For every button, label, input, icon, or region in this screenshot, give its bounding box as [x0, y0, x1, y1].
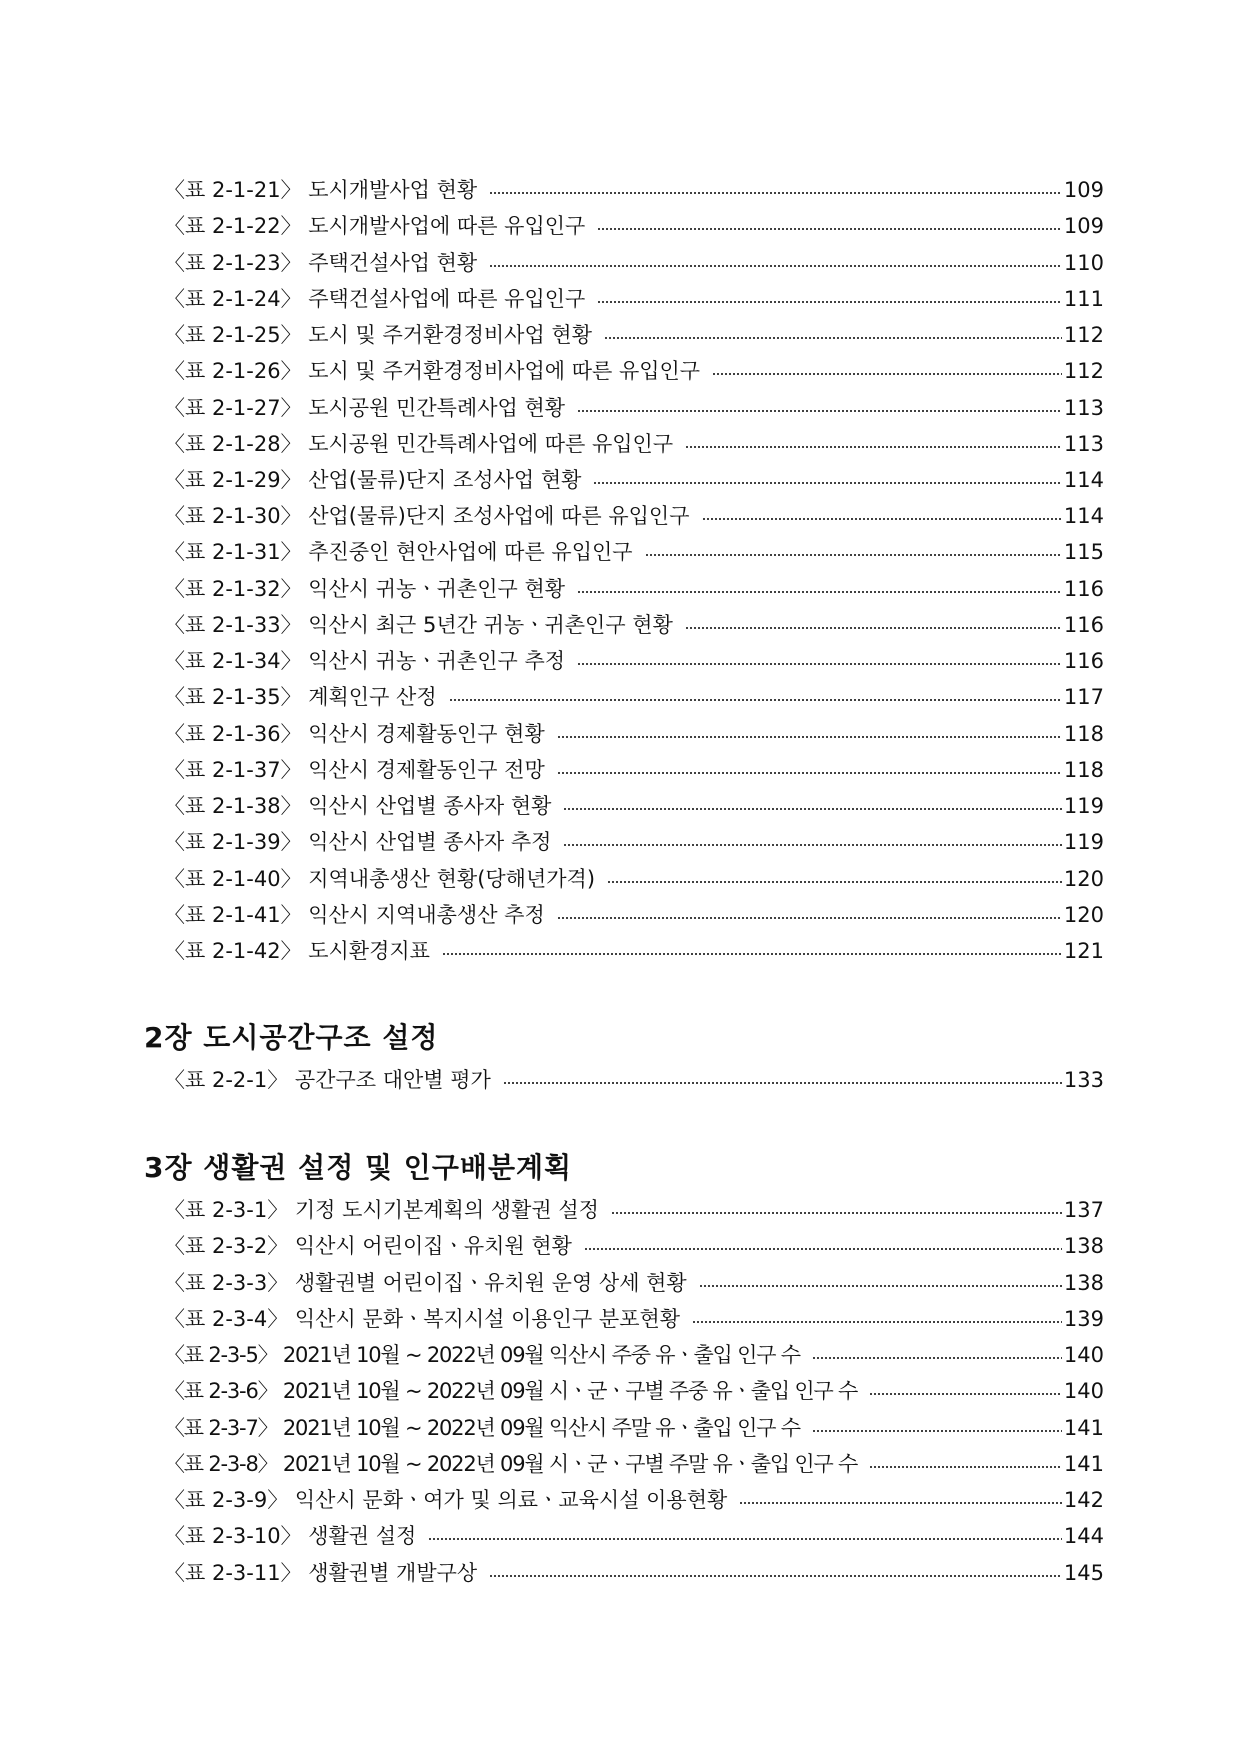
toc-entry-label: 〈표 2-1-29〉 산업(물류)단지 조성사업 현황: [164, 468, 582, 492]
toc-entry-label: 〈표 2-1-30〉 산업(물류)단지 조성사업에 따른 유입인구: [164, 504, 690, 528]
toc-entry[interactable]: [164, 1266, 1104, 1300]
toc-entry-page: 140: [1063, 1343, 1104, 1367]
toc-entry[interactable]: [164, 499, 1104, 533]
dot-leader: [607, 881, 1062, 883]
toc-entry-label: 〈표 2-1-35〉 계획인구 산정: [164, 685, 437, 709]
toc-entry-page: 120: [1063, 903, 1104, 927]
dot-leader: [685, 446, 1062, 448]
dot-leader: [702, 518, 1062, 520]
toc-entry-page: 111: [1063, 287, 1104, 311]
toc-entry-page: 112: [1063, 323, 1104, 347]
toc-entry[interactable]: [164, 789, 1104, 823]
toc-entry-page: 112: [1063, 359, 1104, 383]
dot-leader: [557, 917, 1062, 919]
toc-entry[interactable]: [164, 898, 1104, 932]
toc-entry-page: 117: [1063, 685, 1104, 709]
toc-entry-label: 〈표 2-3-10〉 생활권 설정: [164, 1524, 417, 1548]
toc-entry-page: 139: [1063, 1307, 1104, 1331]
toc-entry-label: 〈표 2-1-41〉 익산시 지역내총생산 추정: [164, 903, 545, 927]
toc-entry-label: 〈표 2-1-32〉 익산시 귀농ㆍ귀촌인구 현황: [164, 577, 566, 601]
toc-entry-page: 138: [1063, 1271, 1104, 1295]
dot-leader: [604, 337, 1062, 339]
toc-entry-label: 〈표 2-3-7〉 2021년 10월 ~ 2022년 09월 익산시 주말 유ㆍ출입 인구 수: [164, 1416, 800, 1440]
dot-leader: [699, 1285, 1062, 1287]
toc-entry[interactable]: [164, 1063, 1104, 1097]
dot-leader: [597, 301, 1062, 303]
toc-entry-label: 〈표 2-1-21〉 도시개발사업 현황: [164, 178, 478, 202]
toc-entry-label: 〈표 2-3-11〉 생활권별 개발구상: [164, 1561, 478, 1585]
dot-leader: [442, 953, 1062, 955]
dot-leader: [557, 736, 1062, 738]
toc-entry[interactable]: [164, 1411, 1104, 1445]
toc-entry-page: 116: [1063, 649, 1104, 673]
toc-entry-label: 〈표 2-1-37〉 익산시 경제활동인구 전망: [164, 758, 545, 782]
toc-entry-label: 〈표 2-3-1〉 기정 도시기본계획의 생활권 설정: [164, 1198, 599, 1222]
toc-entry[interactable]: [164, 934, 1104, 968]
toc-entry[interactable]: [164, 644, 1104, 678]
toc-entry[interactable]: [164, 1556, 1104, 1590]
toc-entry-page: 142: [1063, 1488, 1104, 1512]
toc-entry-page: 120: [1063, 867, 1104, 891]
toc-entry-label: 〈표 2-1-26〉 도시 및 주거환경정비사업에 따른 유입인구: [164, 359, 701, 383]
dot-leader: [563, 844, 1062, 846]
toc-entry-page: 137: [1063, 1198, 1104, 1222]
toc-entry-page: 115: [1063, 540, 1104, 564]
toc-entry[interactable]: [164, 1229, 1104, 1263]
toc-entry-label: 〈표 2-1-33〉 익산시 최근 5년간 귀농ㆍ귀촌인구 현황: [164, 613, 673, 637]
toc-entry[interactable]: [164, 391, 1104, 425]
toc-entry-label: 〈표 2-1-24〉 주택건설사업에 따른 유입인구: [164, 287, 586, 311]
toc-entry-page: 116: [1063, 613, 1104, 637]
dot-leader: [577, 591, 1062, 593]
toc-entry-page: 121: [1063, 939, 1104, 963]
dot-leader: [869, 1393, 1062, 1395]
toc-entry-label: 〈표 2-3-3〉 생활권별 어린이집ㆍ유치원 운영 상세 현황: [164, 1271, 687, 1295]
toc-entry-page: 119: [1063, 830, 1104, 854]
toc-entry-page: 133: [1063, 1068, 1104, 1092]
dot-leader: [577, 663, 1062, 665]
toc-entry-label: 〈표 2-1-22〉 도시개발사업에 따른 유입인구: [164, 214, 586, 238]
toc-entry-label: 〈표 2-3-9〉 익산시 문화ㆍ여가 및 의료ㆍ교육시설 이용현황: [164, 1488, 728, 1512]
toc-entry-page: 114: [1063, 468, 1104, 492]
dot-leader: [611, 1212, 1062, 1214]
toc-entry[interactable]: [164, 463, 1104, 497]
chapter-heading: 2장 도시공간구조 설정: [144, 1021, 439, 1054]
dot-leader: [812, 1430, 1062, 1432]
toc-entry-page: 113: [1063, 432, 1104, 456]
toc-entry[interactable]: [164, 1302, 1104, 1336]
dot-leader: [584, 1248, 1062, 1250]
toc-entry-page: 140: [1063, 1379, 1104, 1403]
toc-entry-label: 〈표 2-1-28〉 도시공원 민간특례사업에 따른 유입인구: [164, 432, 674, 456]
dot-leader: [812, 1357, 1062, 1359]
toc-entry-page: 110: [1063, 251, 1104, 275]
toc-entry[interactable]: [164, 680, 1104, 714]
toc-entry[interactable]: [164, 282, 1104, 316]
toc-entry-label: 〈표 2-1-42〉 도시환경지표: [164, 939, 430, 963]
dot-leader: [577, 410, 1062, 412]
toc-entry[interactable]: [164, 318, 1104, 352]
toc-entry-label: 〈표 2-1-34〉 익산시 귀농ㆍ귀촌인구 추정: [164, 649, 566, 673]
toc-entry[interactable]: [164, 535, 1104, 569]
dot-leader: [489, 1575, 1062, 1577]
toc-entry-label: 〈표 2-3-5〉 2021년 10월 ~ 2022년 09월 익산시 주중 유ㆍ출입 인구 수: [164, 1343, 800, 1367]
toc-entry-label: 〈표 2-3-4〉 익산시 문화ㆍ복지시설 이용인구 분포현황: [164, 1307, 681, 1331]
toc-entry-page: 116: [1063, 577, 1104, 601]
toc-entry[interactable]: [164, 173, 1104, 207]
toc-entry[interactable]: [164, 862, 1104, 896]
dot-leader: [645, 554, 1062, 556]
toc-entry[interactable]: [164, 753, 1104, 787]
toc-entry[interactable]: [164, 209, 1104, 243]
toc-entry-page: 141: [1063, 1416, 1104, 1440]
dot-leader: [489, 192, 1062, 194]
toc-entry-page: 138: [1063, 1234, 1104, 1258]
dot-leader: [685, 627, 1062, 629]
toc-entry-label: 〈표 2-1-36〉 익산시 경제활동인구 현황: [164, 722, 545, 746]
dot-leader: [557, 772, 1062, 774]
toc-entry-label: 〈표 2-1-31〉 추진중인 현안사업에 따른 유입인구: [164, 540, 633, 564]
dot-leader: [563, 808, 1062, 810]
toc-entry-page: 144: [1063, 1524, 1104, 1548]
toc-entry-label: 〈표 2-1-25〉 도시 및 주거환경정비사업 현황: [164, 323, 592, 347]
dot-leader: [739, 1502, 1062, 1504]
toc-entry[interactable]: [164, 1193, 1104, 1227]
toc-entry-page: 119: [1063, 794, 1104, 818]
toc-entry[interactable]: [164, 608, 1104, 642]
toc-entry-page: 118: [1063, 758, 1104, 782]
dot-leader: [597, 228, 1062, 230]
toc-entry[interactable]: [164, 1374, 1104, 1408]
toc-entry-label: 〈표 2-1-38〉 익산시 산업별 종사자 현황: [164, 794, 552, 818]
toc-entry-page: 109: [1063, 178, 1104, 202]
dot-leader: [489, 265, 1062, 267]
toc-entry-label: 〈표 2-3-2〉 익산시 어린이집ㆍ유치원 현황: [164, 1234, 572, 1258]
toc-entry-label: 〈표 2-3-6〉 2021년 10월 ~ 2022년 09월 시ㆍ군ㆍ구별 주중 유ㆍ출입 인구 수: [164, 1379, 858, 1403]
toc-entry-page: 141: [1063, 1452, 1104, 1476]
toc-entry-label: 〈표 2-1-40〉 지역내총생산 현황(당해년가격): [164, 867, 596, 891]
toc-entry[interactable]: [164, 246, 1104, 280]
dot-leader: [593, 482, 1062, 484]
dot-leader: [449, 699, 1062, 701]
toc-entry[interactable]: [164, 427, 1104, 461]
toc-entry[interactable]: [164, 717, 1104, 751]
toc-entry-page: 118: [1063, 722, 1104, 746]
toc-entry[interactable]: [164, 1338, 1104, 1372]
toc-entry[interactable]: [164, 1447, 1104, 1481]
toc-entry-label: 〈표 2-1-39〉 익산시 산업별 종사자 추정: [164, 830, 552, 854]
dot-leader: [712, 373, 1062, 375]
toc-entry[interactable]: [164, 1483, 1104, 1517]
toc-entry-page: 109: [1063, 214, 1104, 238]
toc-entry-label: 〈표 2-2-1〉 공간구조 대안별 평가: [164, 1068, 491, 1092]
dot-leader: [503, 1082, 1062, 1084]
toc-entry-page: 145: [1063, 1561, 1104, 1585]
chapter-heading: 3장 생활권 설정 및 인구배분계획: [144, 1151, 573, 1184]
dot-leader: [428, 1538, 1062, 1540]
toc-entry-label: 〈표 2-1-27〉 도시공원 민간특례사업 현황: [164, 396, 566, 420]
toc-entry-label: 〈표 2-1-23〉 주택건설사업 현황: [164, 251, 478, 275]
toc-entry[interactable]: [164, 572, 1104, 606]
toc-entry-page: 114: [1063, 504, 1104, 528]
dot-leader: [692, 1321, 1062, 1323]
toc-entry[interactable]: [164, 825, 1104, 859]
toc-entry-label: 〈표 2-3-8〉 2021년 10월 ~ 2022년 09월 시ㆍ군ㆍ구별 주말 유ㆍ출입 인구 수: [164, 1452, 858, 1476]
dot-leader: [869, 1466, 1062, 1468]
toc-entry-page: 113: [1063, 396, 1104, 420]
toc-entry[interactable]: [164, 1519, 1104, 1553]
toc-entry[interactable]: [164, 354, 1104, 388]
